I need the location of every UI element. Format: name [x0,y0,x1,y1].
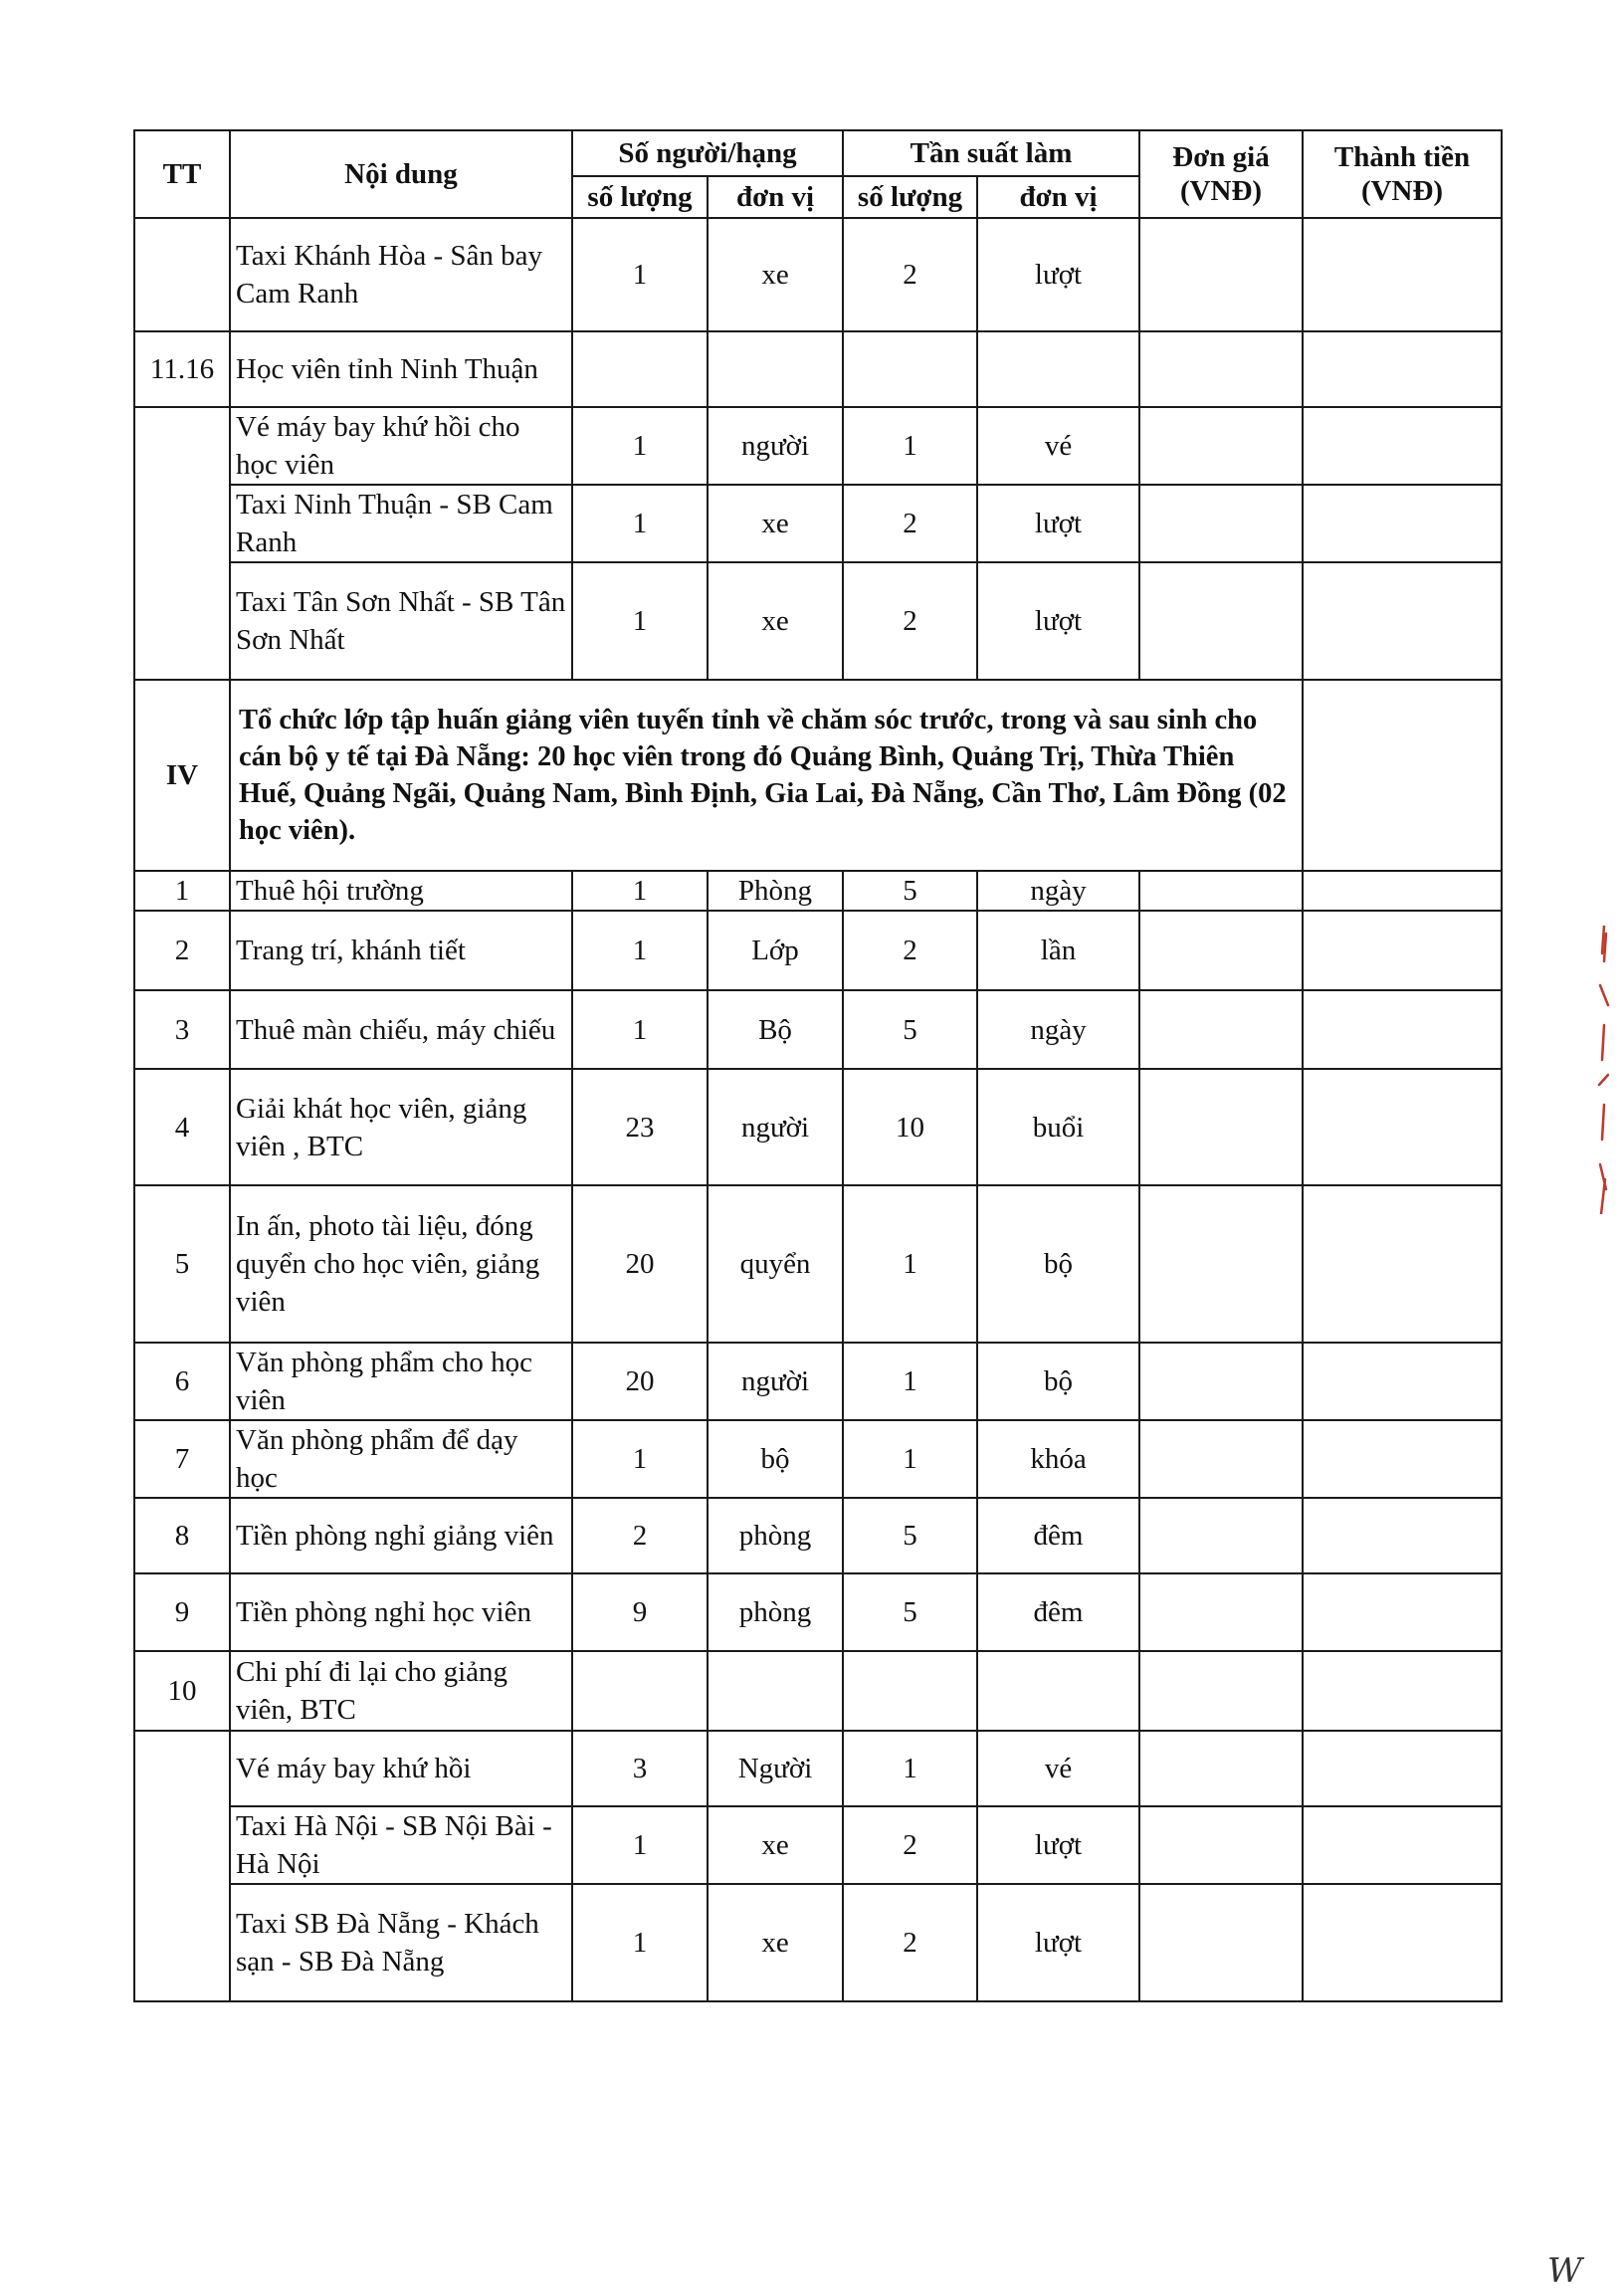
cell-content: Chi phí đi lại cho giảng viên, BTC [230,1651,572,1731]
col-header-don-vi-1: đơn vị [708,176,843,218]
cell-don-gia [1139,485,1303,562]
table-row [134,990,1502,1069]
cell-qty1: 1 [572,407,708,485]
cell-don-gia [1139,990,1303,1069]
cell-unit2: khóa [977,1420,1139,1498]
cell-tt: 9 [134,1573,230,1651]
cell-don-gia [1139,1884,1303,2001]
cell-unit1: Lớp [708,911,843,990]
cell-don-gia [1139,1573,1303,1651]
table-row [134,1420,1502,1498]
table-row [134,1498,1502,1573]
table-row [134,1573,1502,1651]
cell-tt: 7 [134,1420,230,1498]
cell-unit1: Người [708,1731,843,1806]
cell-qty2: 1 [843,1343,977,1420]
cell-qty1: 1 [572,218,708,331]
cell-thanh-tien [1303,911,1502,990]
cell-unit1: phòng [708,1498,843,1573]
cell-thanh-tien [1303,407,1502,485]
cell-qty1: 1 [572,1884,708,2001]
col-header-so-luong-1: số lượng [572,176,708,218]
cell-tt: 2 [134,911,230,990]
thanh-tien-line-2: (VNĐ) [1360,175,1444,207]
cell-don-gia [1139,331,1303,407]
cell-content: Vé máy bay khứ hồi [230,1731,572,1806]
cell-unit2: lượt [977,485,1139,562]
cell-tt [134,218,230,331]
table-row [134,1731,1502,1806]
cell-unit1 [708,1651,843,1731]
table-row [134,911,1502,990]
cell-unit2: ngày [977,871,1139,911]
col-header-tt: TT [134,130,230,218]
cell-unit2: lượt [977,1884,1139,2001]
cell-tt: 6 [134,1343,230,1420]
cell-qty1: 20 [572,1185,708,1343]
cell-qty1: 1 [572,485,708,562]
cell-content: Văn phòng phẩm cho học viên [230,1343,572,1420]
page-initial-mark: W [1547,2251,1582,2291]
cell-unit1: quyển [708,1185,843,1343]
cell-thanh-tien [1303,485,1502,562]
cell-thanh-tien [1303,680,1502,871]
cell-qty1: 23 [572,1069,708,1185]
col-header-don-gia [1139,130,1303,218]
cell-qty2: 2 [843,485,977,562]
cell-thanh-tien [1303,331,1502,407]
table-row [134,871,1502,911]
cell-content: Tiền phòng nghỉ học viên [230,1573,572,1651]
cell-unit2 [977,1651,1139,1731]
cell-qty1: 1 [572,562,708,680]
cell-unit2: lượt [977,218,1139,331]
cell-content: Taxi Hà Nội - SB Nội Bài - Hà Nội [230,1806,572,1884]
cell-qty1: 1 [572,990,708,1069]
cell-qty2: 5 [843,871,977,911]
cell-thanh-tien [1303,1420,1502,1498]
cell-qty2: 2 [843,562,977,680]
cell-content: Thuê hội trường [230,871,572,911]
cell-thanh-tien [1303,1185,1502,1343]
cell-content: In ấn, photo tài liệu, đóng quyển cho học viên, giảng viên [230,1185,572,1343]
cell-unit1: xe [708,485,843,562]
cell-qty1: 1 [572,1806,708,1884]
table-row [134,562,1502,680]
cell-thanh-tien [1303,1884,1502,2001]
cell-qty2: 5 [843,990,977,1069]
table-row [134,485,1502,562]
cell-don-gia [1139,1731,1303,1806]
cell-don-gia [1139,871,1303,911]
cell-thanh-tien [1303,1069,1502,1185]
cell-thanh-tien [1303,1806,1502,1884]
cell-qty2: 2 [843,1806,977,1884]
cell-qty2: 5 [843,1498,977,1573]
col-header-thanh-tien [1303,130,1502,218]
cell-don-gia [1139,1420,1303,1498]
cell-content: Vé máy bay khứ hồi cho học viên [230,407,572,485]
cell-thanh-tien [1303,1651,1502,1731]
col-header-don-vi-2: đơn vị [977,176,1139,218]
cell-content: Văn phòng phẩm để dạy học [230,1420,572,1498]
cell-content: Trang trí, khánh tiết [230,911,572,990]
table-row [134,218,1502,331]
cell-qty1: 1 [572,911,708,990]
cell-tt: 3 [134,990,230,1069]
cell-tt: 1 [134,871,230,911]
cell-qty1 [572,1651,708,1731]
cell-thanh-tien [1303,562,1502,680]
cell-content: Taxi Tân Sơn Nhất - SB Tân Sơn Nhất [230,562,572,680]
cell-qty1: 1 [572,871,708,911]
table-row [134,1069,1502,1185]
cell-unit1: phòng [708,1573,843,1651]
cell-don-gia [1139,1343,1303,1420]
col-header-tan-suat: Tần suất làm [843,130,1139,176]
col-header-content: Nội dung [230,130,572,218]
cell-unit2: lần [977,911,1139,990]
cell-tt: 11.16 [134,331,230,407]
margin-initial-marks [1596,926,1612,1214]
cell-qty2 [843,1651,977,1731]
cell-qty2: 10 [843,1069,977,1185]
table-row [134,1185,1502,1343]
cell-thanh-tien [1303,218,1502,331]
cell-don-gia [1139,1185,1303,1343]
table-row [134,331,1502,407]
table-row [134,1884,1502,2001]
cell-unit2: vé [977,1731,1139,1806]
col-header-so-nguoi-hang: Số người/hạng [572,130,843,176]
cell-qty1: 1 [572,1420,708,1498]
cell-thanh-tien [1303,1731,1502,1806]
cell-content: Taxi Khánh Hòa - Sân bay Cam Ranh [230,218,572,331]
cell-qty2: 2 [843,218,977,331]
cell-unit1 [708,331,843,407]
cell-qty2: 5 [843,1573,977,1651]
cell-unit2: đêm [977,1573,1139,1651]
col-header-so-luong-2: số lượng [843,176,977,218]
cell-don-gia [1139,911,1303,990]
cell-content: Tiền phòng nghỉ giảng viên [230,1498,572,1573]
section-tt: IV [134,680,230,871]
cell-tt [134,407,230,680]
cell-unit2: ngày [977,990,1139,1069]
cell-unit2: lượt [977,562,1139,680]
cell-unit2 [977,331,1139,407]
cell-content: Giải khát học viên, giảng viên , BTC [230,1069,572,1185]
cell-content: Thuê màn chiếu, máy chiếu [230,990,572,1069]
cell-unit1: Phòng [708,871,843,911]
cell-qty2 [843,331,977,407]
cell-qty1 [572,331,708,407]
section-description: Tổ chức lớp tập huấn giảng viên tuyến tỉnh về chăm sóc trước, trong và sau sinh cho cán bộ y tế tại Đà Nẵng: 20 học viên trong đó Quảng Bình, Quảng Trị, Thừa Thiên Huế, Quảng Ngãi, Quảng Nam, Bình Định, Gia Lai, Đà Nẵng, Cần Thơ, Lâm Đồng (02 học viên). [230,680,1303,871]
cell-unit1: Bộ [708,990,843,1069]
table-row [134,407,1502,485]
cell-don-gia [1139,218,1303,331]
cell-don-gia [1139,407,1303,485]
cell-qty2: 1 [843,1731,977,1806]
cell-qty1: 9 [572,1573,708,1651]
cell-qty2: 1 [843,1420,977,1498]
cell-thanh-tien [1303,990,1502,1069]
cell-don-gia [1139,1651,1303,1731]
cell-content: Taxi SB Đà Nẵng - Khách sạn - SB Đà Nẵng [230,1884,572,2001]
cell-tt [134,1731,230,2001]
cell-content: Học viên tỉnh Ninh Thuận [230,331,572,407]
cell-tt: 5 [134,1185,230,1343]
cell-unit1: người [708,1343,843,1420]
cell-tt: 10 [134,1651,230,1731]
cell-unit2: buổi [977,1069,1139,1185]
cost-table [133,129,1503,2002]
cell-unit2: bộ [977,1343,1139,1420]
cell-unit2: bộ [977,1185,1139,1343]
thanh-tien-line-1: Thành tiền [1333,141,1471,173]
cell-unit1: xe [708,1884,843,2001]
cell-don-gia [1139,562,1303,680]
cell-qty2: 2 [843,911,977,990]
cell-don-gia [1139,1498,1303,1573]
cell-tt: 4 [134,1069,230,1185]
table-row [134,1806,1502,1884]
don-gia-line-1: Đơn giá [1172,141,1270,173]
cell-unit1: người [708,407,843,485]
cell-qty2: 1 [843,407,977,485]
table-row [134,1343,1502,1420]
cell-unit1: xe [708,562,843,680]
cell-unit1: bộ [708,1420,843,1498]
cell-qty2: 2 [843,1884,977,2001]
cell-unit1: xe [708,1806,843,1884]
cell-unit1: người [708,1069,843,1185]
cell-unit2: lượt [977,1806,1139,1884]
cell-unit2: vé [977,407,1139,485]
cell-qty2: 1 [843,1185,977,1343]
cell-unit1: xe [708,218,843,331]
cell-qty1: 20 [572,1343,708,1420]
cell-don-gia [1139,1806,1303,1884]
cell-tt: 8 [134,1498,230,1573]
cell-unit2: đêm [977,1498,1139,1573]
section-row [134,680,1502,871]
cell-thanh-tien [1303,1498,1502,1573]
header-row-1 [134,130,1502,176]
table-row [134,1651,1502,1731]
cell-qty1: 3 [572,1731,708,1806]
cell-thanh-tien [1303,1343,1502,1420]
cell-qty1: 2 [572,1498,708,1573]
cell-content: Taxi Ninh Thuận - SB Cam Ranh [230,485,572,562]
don-gia-line-2: (VNĐ) [1179,175,1263,207]
cell-thanh-tien [1303,1573,1502,1651]
cell-thanh-tien [1303,871,1502,911]
cell-don-gia [1139,1069,1303,1185]
